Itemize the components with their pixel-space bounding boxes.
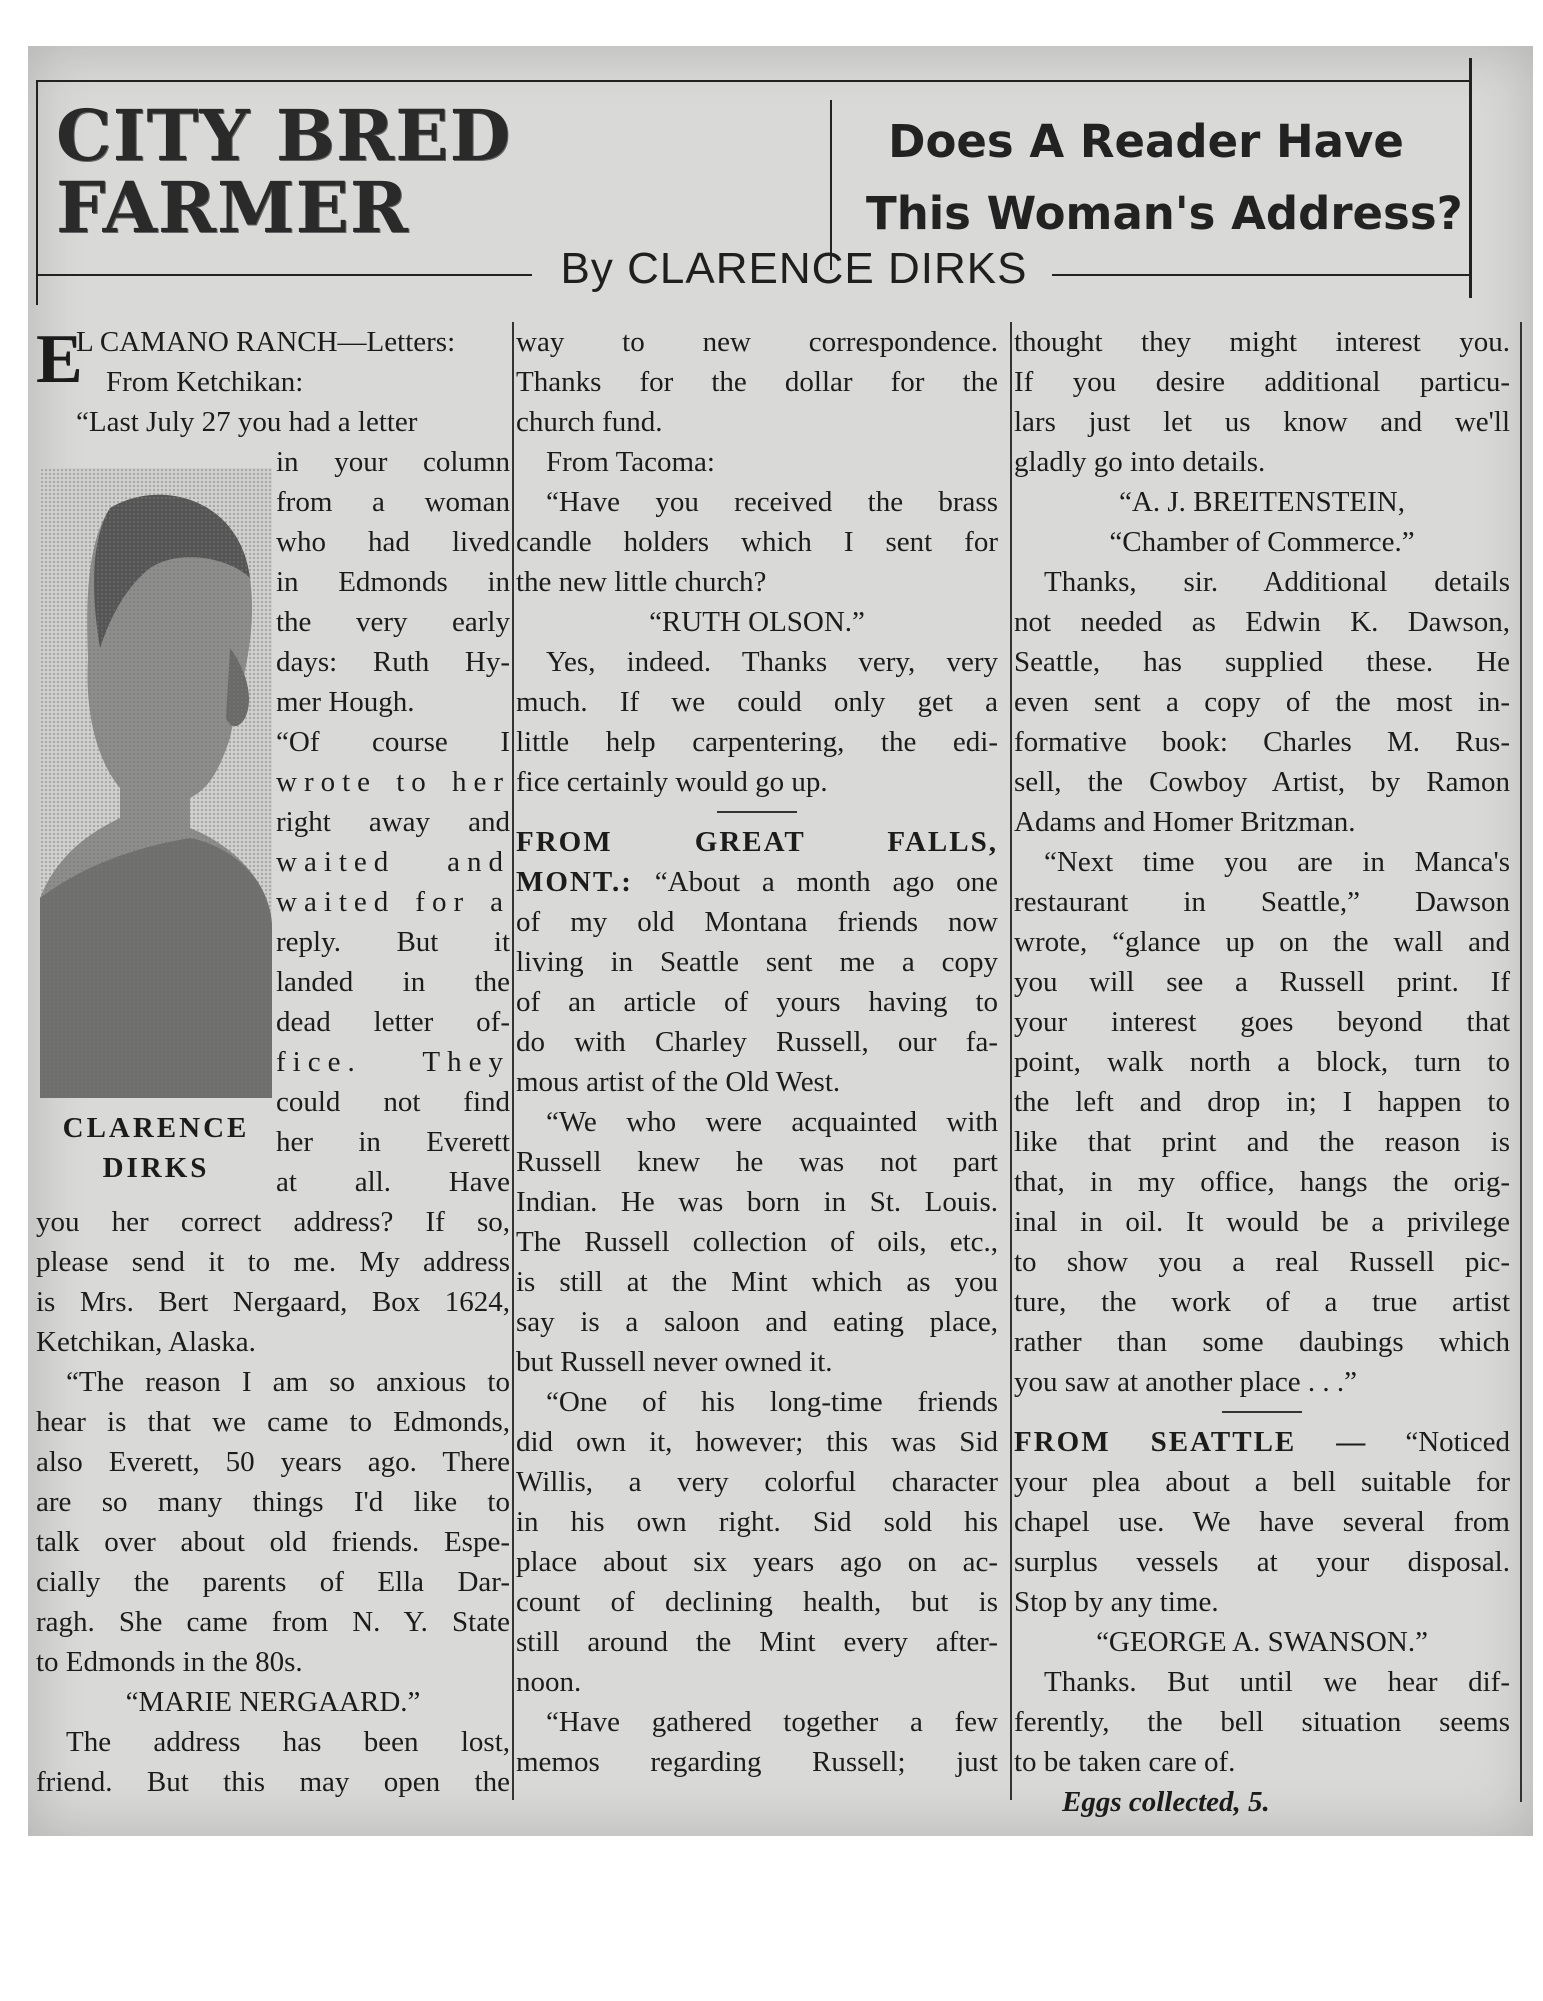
- text-line: “Next time you are in Manca's: [1044, 846, 1510, 878]
- text-line: point, walk north a block, turn to: [1014, 1046, 1510, 1078]
- portrait-image: [40, 468, 272, 1098]
- text-line: “Chamber of Commerce.”: [1109, 526, 1415, 558]
- column-rule-1: [512, 322, 514, 1800]
- text-line: mous artist of the Old West.: [516, 1066, 841, 1098]
- text-line: is Mrs. Bert Nergaard, Box 1624,: [36, 1286, 510, 1318]
- text-line: to Edmonds in the 80s.: [36, 1646, 303, 1678]
- text-line: did own it, however; this was Sid: [516, 1426, 998, 1458]
- text-line: church fund.: [516, 406, 663, 438]
- text-line: you her correct address? If so,: [36, 1206, 510, 1238]
- text-line: could not find: [276, 1086, 510, 1118]
- text-line: of my old Montana friends now: [516, 906, 998, 938]
- text-line: Thanks for the dollar for the: [516, 366, 998, 398]
- column-header: [36, 58, 1472, 298]
- text-line: but Russell never owned it.: [516, 1346, 833, 1378]
- text-line: The address has been lost,: [66, 1726, 510, 1758]
- text-line: to show you a real Russell pic-: [1014, 1246, 1510, 1278]
- byline-rule-left: [36, 274, 532, 276]
- text-line: waited for a: [276, 886, 510, 918]
- text-line: your plea about a bell suitable for: [1014, 1466, 1510, 1498]
- text-line: landed in the: [276, 966, 510, 998]
- text-line: that, in my office, hangs the orig-: [1014, 1166, 1510, 1198]
- text-line: Willis, a very colorful character: [516, 1466, 998, 1498]
- section-heading-great-falls: FROM GREAT FALLS,: [516, 826, 998, 858]
- text-line: still around the Mint every after-: [516, 1626, 998, 1658]
- text-line: the new little church?: [516, 566, 767, 598]
- text-line: Indian. He was born in St. Louis.: [516, 1186, 998, 1218]
- text-line: to be taken care of.: [1014, 1746, 1236, 1778]
- text-line: from a woman: [276, 486, 510, 518]
- text-line: count of declining health, but is: [516, 1586, 998, 1618]
- text-line: lars just let us know and we'll: [1014, 406, 1510, 438]
- eggs-collected-note: Eggs collected, 5.: [1062, 1786, 1270, 1818]
- text-line: the very early: [276, 606, 510, 638]
- column-title: [56, 94, 512, 249]
- headline-line-2: This Woman's Address?: [866, 187, 1463, 240]
- text-line: surplus vessels at your disposal.: [1014, 1546, 1510, 1578]
- text-line: L CAMANO RANCH—Letters:: [76, 326, 456, 358]
- text-line: are so many things I'd like to: [36, 1486, 510, 1518]
- text-line: From Ketchikan:: [106, 366, 304, 398]
- text-line: Thanks, sir. Additional details: [1044, 566, 1510, 598]
- text-line: wrote to her: [276, 766, 510, 798]
- column-rule-2: [1010, 322, 1012, 1800]
- text-line: “One of his long-time friends: [546, 1386, 998, 1418]
- byline: By CLARENCE DIRKS: [560, 244, 1028, 293]
- text-line: wrote, “glance up on the wall and: [1014, 926, 1510, 958]
- text-line: memos regarding Russell; just: [516, 1746, 998, 1778]
- title-line-2: FARMER: [56, 166, 410, 249]
- header-rule-top: [36, 80, 1472, 82]
- text-line: the left and drop in; I happen to: [1014, 1086, 1510, 1118]
- text-line: even sent a copy of the most in-: [1014, 686, 1510, 718]
- author-photo: [40, 468, 272, 1098]
- column-rule-3: [1520, 322, 1522, 1802]
- text-line: days: Ruth Hy-: [276, 646, 510, 678]
- text-line: dead letter of-: [276, 1006, 510, 1038]
- text-line: also Everett, 50 years ago. There: [36, 1446, 510, 1478]
- text-line: Seattle, has supplied these. He: [1014, 646, 1510, 678]
- text-line: at all. Have: [276, 1166, 510, 1198]
- section-heading-seattle: FROM SEATTLE — “Noticed: [1014, 1426, 1511, 1458]
- headline: [866, 106, 1463, 250]
- text-line: “Last July 27 you had a letter: [76, 406, 418, 438]
- caption-line-1: CLARENCE: [62, 1112, 250, 1144]
- text-line: your interest goes beyond that: [1014, 1006, 1510, 1038]
- text-line: sell, the Cowboy Artist, by Ramon: [1014, 766, 1510, 798]
- byline-row: [36, 236, 1472, 306]
- text-line: Adams and Homer Britzman.: [1014, 806, 1356, 838]
- text-line: “MARIE NERGAARD.”: [125, 1686, 421, 1718]
- text-line: in his own right. Sid sold his: [516, 1506, 998, 1538]
- text-line: who had lived: [276, 526, 510, 558]
- text-line: you saw at another place . . .”: [1014, 1366, 1358, 1398]
- text-line: “The reason I am so anxious to: [66, 1366, 510, 1398]
- text-line: The Russell collection of oils, etc.,: [516, 1226, 998, 1258]
- text-line: fice certainly would go up.: [516, 766, 828, 798]
- text-line: fice. They: [276, 1046, 510, 1078]
- text-line: Ketchikan, Alaska.: [36, 1326, 256, 1358]
- text-line: If you desire additional particu-: [1014, 366, 1510, 398]
- text-line: chapel use. We have several from: [1014, 1506, 1510, 1538]
- text-line: say is a saloon and eating place,: [516, 1306, 998, 1338]
- column-3: [1014, 322, 1510, 1822]
- text-line: MONT.: “About a month ago one: [516, 866, 998, 898]
- text-line: candle holders which I sent for: [516, 526, 998, 558]
- text-line: living in Seattle sent me a copy: [516, 946, 998, 978]
- text-line: is still at the Mint which as you: [516, 1266, 998, 1298]
- text-line: talk over about old friends. Espe-: [36, 1526, 510, 1558]
- text-line: ragh. She came from N. Y. State: [36, 1606, 510, 1638]
- text-line: gladly go into details.: [1014, 446, 1266, 478]
- headline-line-1: Does A Reader Have: [888, 115, 1404, 168]
- text-line: “A. J. BREITENSTEIN,: [1119, 486, 1405, 518]
- byline-rule-right: [1052, 274, 1472, 276]
- text-line: in Edmonds in: [276, 566, 510, 598]
- text-line: ferently, the bell situation seems: [1014, 1706, 1510, 1738]
- text-line: rather than some daubings which: [1014, 1326, 1510, 1358]
- text-line: thought they might interest you.: [1014, 326, 1510, 358]
- text-line: cially the parents of Ella Dar-: [36, 1566, 510, 1598]
- text-line: reply. But it: [276, 926, 510, 958]
- text-line: in your column: [276, 446, 510, 478]
- text-line: right away and: [276, 806, 510, 838]
- section-separator: [1014, 1402, 1510, 1422]
- text-line: “Have you received the brass: [546, 486, 998, 518]
- text-line: “Have gathered together a few: [546, 1706, 998, 1738]
- text-line: please send it to me. My address: [36, 1246, 510, 1278]
- text-line: mer Hough.: [276, 686, 415, 718]
- text-line: Stop by any time.: [1014, 1586, 1219, 1618]
- text-line: Thanks. But until we hear dif-: [1044, 1666, 1510, 1698]
- text-line: little help carpentering, the edi-: [516, 726, 998, 758]
- text-line: ture, the work of a true artist: [1014, 1286, 1510, 1318]
- text-line: restaurant in Seattle,” Dawson: [1014, 886, 1510, 918]
- text-line: of an article of yours having to: [516, 986, 998, 1018]
- text-line: Yes, indeed. Thanks very, very: [546, 646, 998, 678]
- text-line: do with Charley Russell, our fa-: [516, 1026, 998, 1058]
- text-line: formative book: Charles M. Rus-: [1014, 726, 1510, 758]
- text-line: “GEORGE A. SWANSON.”: [1096, 1626, 1428, 1658]
- text-line: like that print and the reason is: [1014, 1126, 1510, 1158]
- text-line: you will see a Russell print. If: [1014, 966, 1510, 998]
- text-line: inal in oil. It would be a privilege: [1014, 1206, 1510, 1238]
- text-line: From Tacoma:: [546, 446, 715, 478]
- text-line: not needed as Edwin K. Dawson,: [1014, 606, 1510, 638]
- text-line: her in Everett: [276, 1126, 510, 1158]
- text-line: way to new correspondence.: [516, 326, 998, 358]
- text-line: hear is that we came to Edmonds,: [36, 1406, 510, 1438]
- caption-line-2: DIRKS: [102, 1152, 210, 1184]
- text-line: Russell knew he was not part: [516, 1146, 998, 1178]
- text-line: “We who were acquainted with: [546, 1106, 998, 1138]
- text-line: waited and: [276, 846, 510, 878]
- section-separator: [516, 802, 998, 822]
- text-line: “RUTH OLSON.”: [649, 606, 865, 638]
- text-line: friend. But this may open the: [36, 1766, 510, 1798]
- text-line: “Of course I: [276, 726, 510, 758]
- drop-cap: E: [36, 321, 83, 398]
- text-line: place about six years ago on ac-: [516, 1546, 998, 1578]
- column-2: [516, 322, 998, 1782]
- title-line-1: CITY BRED: [56, 94, 512, 177]
- text-line: much. If we could only get a: [516, 686, 998, 718]
- text-line: noon.: [516, 1666, 582, 1698]
- photo-caption: [40, 1108, 272, 1188]
